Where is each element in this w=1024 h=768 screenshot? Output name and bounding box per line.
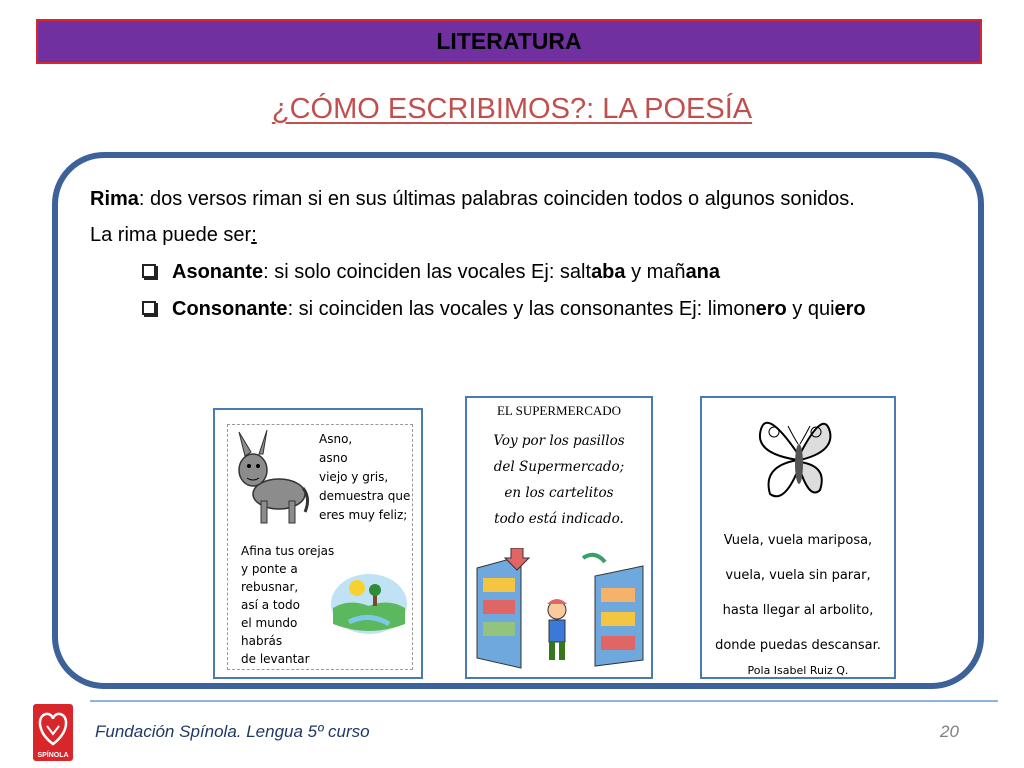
poem-line: habrás [241, 634, 283, 648]
rima-types-intro [90, 222, 890, 248]
poem-line: Voy por los pasillos [493, 433, 625, 449]
logo-text: SPÍNOLA [37, 752, 69, 759]
poem-line: eres muy feliz; [319, 508, 408, 522]
donkey-illustration [231, 426, 313, 526]
poem-line: el mundo [241, 616, 298, 630]
poem-line: vuela, vuela sin parar, [725, 568, 871, 583]
rima-def: : dos versos riman si en sus últimas palabras coinciden todos o algunos sonidos. [138, 188, 855, 210]
consonante-mid: y qui [786, 298, 835, 320]
butterfly-author: Pola Isabel Ruiz Q. [747, 664, 849, 677]
heart-logo-icon [33, 704, 73, 761]
poem-line: Afina tus orejas [241, 544, 335, 558]
butterfly-illustration [754, 404, 844, 504]
subject-label: LITERATURA [436, 28, 582, 54]
asonante-text: : si solo coinciden las vocales Ej: salt [263, 261, 592, 283]
asonante-ex2: ana [685, 261, 721, 283]
poem-line: todo está indicado. [494, 511, 624, 527]
asonante-mid: y mañ [625, 261, 686, 283]
asonante-ex1: aba [591, 261, 626, 283]
content-body [90, 186, 890, 322]
consonante-term: Consonante [172, 298, 288, 320]
rima-types-colon: : [251, 224, 257, 246]
rima-types-text: La rima puede ser [90, 224, 252, 246]
poem-line: asno [319, 451, 348, 465]
poem-line: de levantar [241, 652, 310, 666]
fundacion-spinola-logo [33, 704, 73, 761]
poem-card-supermarket [465, 396, 653, 679]
poem-line: demuestra que [319, 489, 411, 503]
supermarket-poem [467, 428, 651, 532]
poem-line: hasta llegar al arbolito, [722, 603, 874, 618]
bullet-consonante [90, 296, 890, 322]
poem-card-donkey [213, 408, 423, 679]
asonante-term: Asonante [172, 261, 264, 283]
poem-line: Asno, [319, 432, 353, 446]
poem-line: Vuela, vuela mariposa, [723, 533, 873, 548]
checkbox-bullet-icon [142, 264, 156, 278]
consonante-text: : si coinciden las vocales y las consonantes Ej: limon [287, 298, 756, 320]
poem-line: así a todo [241, 598, 300, 612]
poem-line: y ponte a [241, 562, 298, 576]
checkbox-bullet-icon [142, 301, 156, 315]
supermarket-illustration [471, 548, 649, 674]
consonante-ex2: ero [834, 298, 866, 320]
page-title: ¿CÓMO ESCRIBIMOS?: LA POESÍA [271, 93, 753, 125]
poem-line: en los cartelitos [504, 485, 614, 501]
footer-text: Fundación Spínola. Lengua 5º curso [95, 722, 370, 741]
poem-line: donde puedas descansar. [715, 638, 881, 653]
page-number: 20 [940, 722, 959, 741]
footer-divider [90, 700, 998, 702]
supermarket-heading: EL SUPERMERCADO [496, 403, 622, 418]
subject-banner [36, 19, 982, 64]
donkey-poem-top [319, 430, 410, 525]
landscape-illustration [329, 568, 409, 636]
rima-definition [90, 186, 890, 212]
rima-term: Rima [90, 188, 139, 210]
consonante-ex1: ero [755, 298, 787, 320]
poem-line: viejo y gris, [319, 470, 389, 484]
donkey-poem-bottom [241, 542, 334, 668]
bullet-asonante [90, 259, 890, 285]
poem-line: rebusnar, [241, 580, 299, 594]
butterfly-poem [702, 523, 894, 663]
poem-card-butterfly [700, 396, 896, 679]
poem-line: del Supermercado; [493, 459, 625, 475]
